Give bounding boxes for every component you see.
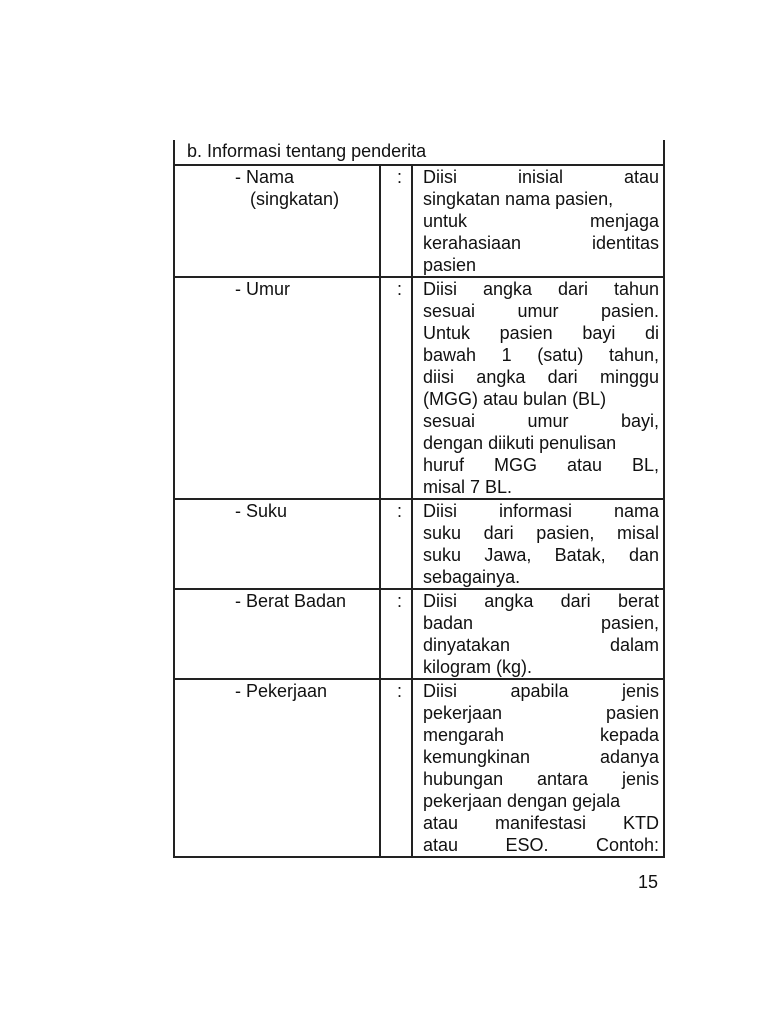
row-description: Diisi inisial atau singkatan nama pasien, untuk menjaga kerahasiaan identitas pasien [423, 167, 659, 275]
row-label: - Suku [235, 501, 288, 521]
row-description: Diisi angka dari berat badan pasien, dinyatakan dalam kilogram (kg). [423, 591, 659, 677]
page-number: 15 [638, 872, 659, 892]
row-colon: : [397, 591, 403, 611]
row-colon: : [397, 501, 403, 521]
row-description: Diisi apabila jenis pekerjaan pasien mengarah kepada kemungkinan adanya hubungan antara jenis pekerjaan dengan gejala atau manifestasi KTD atau ESO. Contoh: [423, 681, 659, 855]
section-heading: b. Informasi tentang penderita [187, 141, 427, 161]
row-label: - Umur [235, 279, 290, 299]
row-description: Diisi informasi nama suku dari pasien, misal suku Jawa, Batak, dan sebagainya. [423, 501, 659, 587]
table-row-berat-badan [175, 590, 663, 680]
row-colon: : [397, 167, 403, 187]
row-description: Diisi angka dari tahun sesuai umur pasien. Untuk pasien bayi di bawah 1 (satu) tahun, diisi angka dari minggu (MGG) atau bulan (BL) sesuai umur bayi, dengan diikuti penulisan huruf MGG atau BL, misal 7 BL. [423, 279, 659, 497]
table-row-pekerjaan [175, 680, 663, 858]
row-label: - Berat Badan [235, 591, 347, 611]
table-row-umur [175, 278, 663, 500]
row-label: - Pekerjaan [235, 681, 328, 701]
row-colon: : [397, 279, 403, 299]
row-colon: : [397, 681, 403, 701]
patient-info-table [173, 140, 665, 858]
table-row-nama [175, 166, 663, 278]
section-heading-row [175, 140, 663, 166]
row-label: - Nama (singkatan) [235, 167, 340, 209]
table-row-suku [175, 500, 663, 590]
